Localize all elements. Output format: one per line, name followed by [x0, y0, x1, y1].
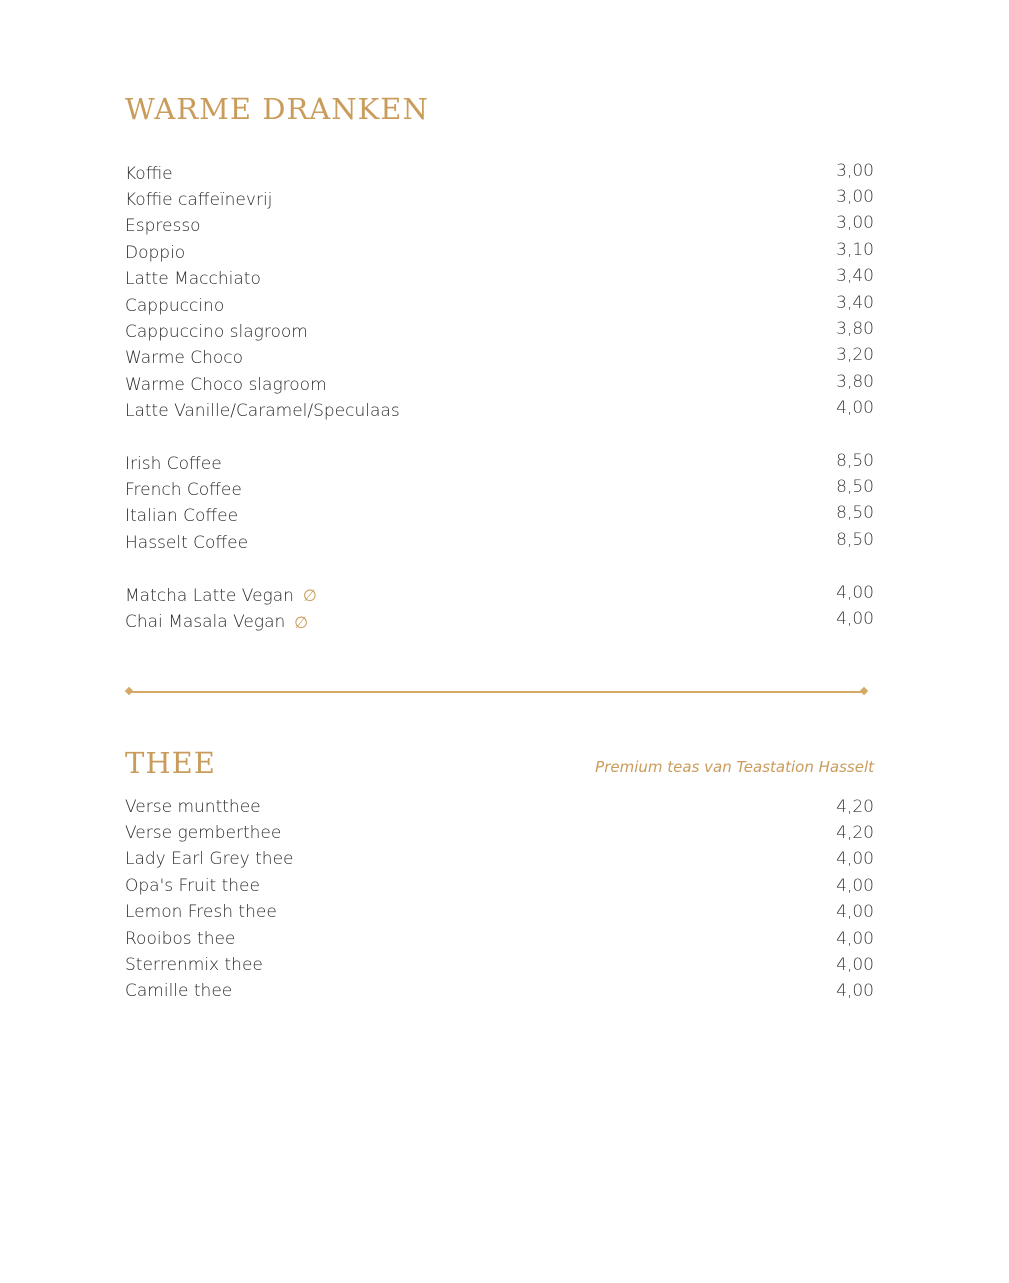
menu-item: [125, 451, 874, 477]
menu-item: [125, 399, 874, 425]
item-name: Lemon Fresh thee: [125, 902, 277, 923]
menu-item: [125, 583, 874, 609]
menu-item: [125, 794, 874, 820]
item-name: Cappuccino: [125, 295, 225, 316]
item-name: Lady Earl Grey thee: [125, 849, 294, 870]
item-name: Verse gemberthee: [125, 823, 282, 844]
leaf-icon: ∅: [294, 612, 309, 632]
item-price: 4,20: [836, 796, 874, 817]
item-name: Espresso: [125, 216, 201, 237]
item-price: 3,80: [836, 319, 874, 340]
item-name: Irish Coffee: [125, 453, 222, 474]
menu-item: [125, 926, 874, 952]
item-price: 4,00: [836, 582, 874, 603]
item-price: 4,00: [836, 875, 874, 896]
item-price: 3,10: [836, 239, 874, 260]
item-price: 3,00: [836, 213, 874, 234]
item-price: 4,00: [836, 981, 874, 1002]
menu-item: [125, 319, 874, 345]
item-price: 4,00: [836, 955, 874, 976]
item-price: 8,50: [836, 503, 874, 524]
item-name-text: Matcha Latte Vegan: [125, 585, 294, 606]
item-name: Koffie caffeïnevrij: [125, 190, 273, 211]
menu-item: [125, 293, 874, 319]
menu-item: [125, 530, 874, 556]
menu-item: [125, 900, 874, 926]
leaf-icon: ∅: [302, 586, 317, 606]
item-name: Koffie: [125, 163, 173, 184]
item-name: Cappuccino slagroom: [125, 322, 308, 343]
item-price: 3,00: [836, 160, 874, 181]
item-name: Verse muntthee: [125, 796, 261, 817]
item-name: Italian Coffee: [125, 506, 239, 527]
item-name: Warme Choco slagroom: [125, 374, 327, 395]
item-name: Sterrenmix thee: [125, 955, 263, 976]
item-name: Warme Choco: [125, 348, 244, 369]
menu-item: [125, 820, 874, 846]
item-name: Camille thee: [125, 981, 233, 1002]
menu-item: [125, 477, 874, 503]
menu-item: [125, 161, 874, 187]
menu-item: [125, 214, 874, 240]
item-price: 8,50: [836, 450, 874, 471]
menu-group-tea: [125, 794, 874, 1005]
item-price: 4,00: [836, 928, 874, 949]
menu-item: [125, 187, 874, 213]
item-price: 3,40: [836, 266, 874, 287]
item-price: 3,20: [836, 345, 874, 366]
menu-item: [125, 504, 874, 530]
item-name: Doppio: [125, 242, 186, 263]
menu-group-spiked-coffee: [125, 451, 874, 557]
item-price: 3,00: [836, 187, 874, 208]
divider-diamond-left: [125, 687, 133, 695]
menu-item: [125, 979, 874, 1005]
item-name: [125, 614, 308, 631]
section-title-thee: THEE: [125, 746, 216, 780]
item-price: 4,00: [836, 849, 874, 870]
menu-item: [125, 372, 874, 398]
item-price: 8,50: [836, 477, 874, 498]
item-price: 4,00: [836, 398, 874, 419]
menu-item: [125, 873, 874, 899]
item-price: 3,80: [836, 371, 874, 392]
item-name: [125, 585, 317, 606]
item-name: Opa's Fruit thee: [125, 875, 260, 896]
section-subtitle-thee: Premium teas van Teastation Hasselt: [595, 758, 874, 776]
item-name: Hasselt Coffee: [125, 532, 249, 553]
divider-diamond-right: [860, 687, 868, 695]
item-name: Latte Vanille/Caramel/Speculaas: [125, 401, 400, 422]
item-name: Latte Macchiato: [125, 269, 261, 290]
item-price: 4,20: [836, 823, 874, 844]
section-title-warme-dranken: WARME DRANKEN: [125, 92, 429, 126]
menu-item: [125, 346, 874, 372]
menu-item: [125, 609, 874, 635]
item-price: 3,40: [836, 292, 874, 313]
item-name: French Coffee: [125, 480, 242, 501]
item-name-text: Chai Masala Vegan: [125, 612, 286, 633]
menu-item: [125, 952, 874, 978]
menu-item: [125, 267, 874, 293]
item-price: 4,00: [836, 902, 874, 923]
item-price: 4,00: [836, 609, 874, 630]
item-price: 8,50: [836, 529, 874, 550]
menu-group-vegan: [125, 583, 874, 636]
menu-group-coffee: [125, 161, 874, 425]
item-name: Rooibos thee: [125, 928, 236, 949]
section-divider: [128, 691, 865, 693]
menu-item: [125, 847, 874, 873]
menu-item: [125, 240, 874, 266]
